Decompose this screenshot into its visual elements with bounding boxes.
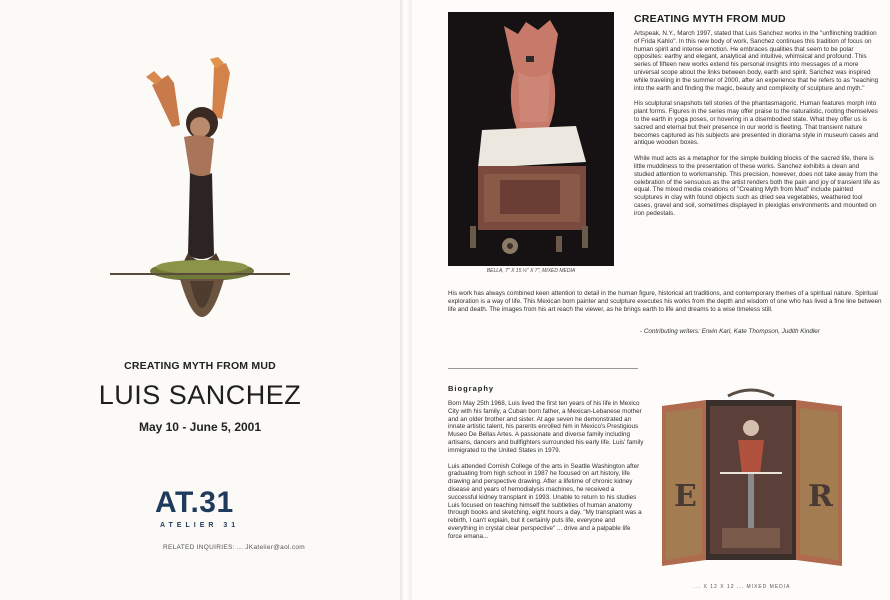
article-closing-paragraph: His work has always combined keen attention to detail in the human figure, historical art traditions, and contemporary themes of a spiritual nature. Spiritual exploration is a way of life. This Mexican born painter and sculpture executes his works from the depth and wisdom of one who has lived a fine line between life and death. The images from his art reach the viewer, as he brings earth to life and dreams to a wise timeless still. <box>448 290 882 313</box>
biography-heading: Biography <box>448 384 495 393</box>
mud-figure-sculpture-image <box>110 55 290 355</box>
contributing-writers: - Contributing writers: Erwin Karl, Kate Thompson, Judith Kindler <box>640 328 820 335</box>
article-title: CREATING MYTH FROM MUD <box>634 13 786 25</box>
gallery-logo-subtitle: ATELIER 31 <box>160 522 240 529</box>
page-gutter <box>400 0 412 600</box>
biography-body <box>448 400 644 549</box>
wooden-box-sculpture-photo <box>648 388 854 578</box>
cover-artist-name: LUIS SANCHEZ <box>98 380 302 410</box>
article-paragraph-2: His sculptural snapshots tell stories of the phantasmagoric. Human features morph into plant forms. Figures in the series may offer praise to the naturalistic, rooting themselves to the earth in yoga poses, or hovering in a disembodied state. What they offer us is sacred and eternal but their presence in our world is fleeting. That transient nature becomes captured as his subjects are presented in diorama style in museum cases and antique wooden boxes. <box>634 100 879 147</box>
article-page <box>412 0 890 600</box>
cover-exhibition-title: CREATING MYTH FROM MUD <box>124 360 276 372</box>
gallery-contact: RELATED INQUIRIES: ... JKatelier@aol.com <box>163 544 306 551</box>
biography-paragraph-2: Luis attended Cornish College of the arts in Seattle Washington after graduating from high school in 1987 he focused on art history, life drawing and perspective drawing. After a lifetime of chronic kidney disease and years of hemodialysis machines, he received a successful kidney transplant in 1993. Unable to return to his studies Luis focused on teaching himself the subtleties of human anatomy through books and sketching, eight hours a day. "My transplant was a rebirth, I can't explain, but it certainly puts life, everyone and everything in crystal clear perspective" ... drive and a palpable life force emana... <box>448 462 642 540</box>
svg-text:E: E <box>674 479 697 514</box>
cover-exhibition-dates: May 10 - June 5, 2001 <box>138 420 262 434</box>
gallery-logo: AT.31 <box>155 486 234 519</box>
bella-sculpture-photo <box>448 12 614 266</box>
svg-text:R: R <box>808 479 833 514</box>
article-paragraph-1: Artspeak, N.Y., March 1997, stated that Luis Sanchez works in the "unflinching tradition of Frida Kahlo". In this new body of work, Sanchez continues this tradition of focus on human spirit and intense emotion. He embraces qualities that seem to be polar opposites: earthy and elegant, analytical and intuitive, whimsical and profound. This series of fifteen new works extend his personal insights into messages of a more universal scope about the links between body, earth and spirit. Sanchez was inspired while traveling in the summer of 2000, after an experience that he refers to as "reaching into the earth and finding the magic, beauty and complexity of sculpture and myth." <box>634 30 879 92</box>
biography-paragraph-1: Born May 25th 1968, Luis lived the first ten years of his life in Mexico City with his family, a Cuban born father, a Mexican-Lebanese mother and an older brother and sister. At age seven he demonstrated an innate artistic talent, his parents enrolled him in Mexico's Prestigious Museo De Bellas Artes. A passionate and diverse family including artisans, dancers and bullfighters surrounded his early life. Luis' family immigrated to the United States in 1979. <box>448 400 644 454</box>
article-body <box>634 30 880 226</box>
cover-page <box>0 0 400 600</box>
bella-photo-caption: BELLA, 7" X 15 ½" X 7", MIXED MEDIA <box>486 268 576 274</box>
section-divider <box>448 368 638 369</box>
article-paragraph-3: While mud acts as a metaphor for the simple building blocks of the sacred life, there is little muddiness to the presentation of these works. Sanchez exhibits a clean and studied attention to workmanship. This precision, however, does not take away from the celebration of the sensuous as the artist renders both the pain and joy of transient life as equal. The mixed media creations of "Creating Myth from Mud" include painted sculptures in clay with found objects such as dried sea vegetables, weathered tool cases, gravel and soil, sometimes displayed in plexiglas environments and mounted on iron pedestals. <box>634 155 880 217</box>
box-photo-caption: ... X 12 X 12 ... MIXED MEDIA <box>694 584 791 590</box>
